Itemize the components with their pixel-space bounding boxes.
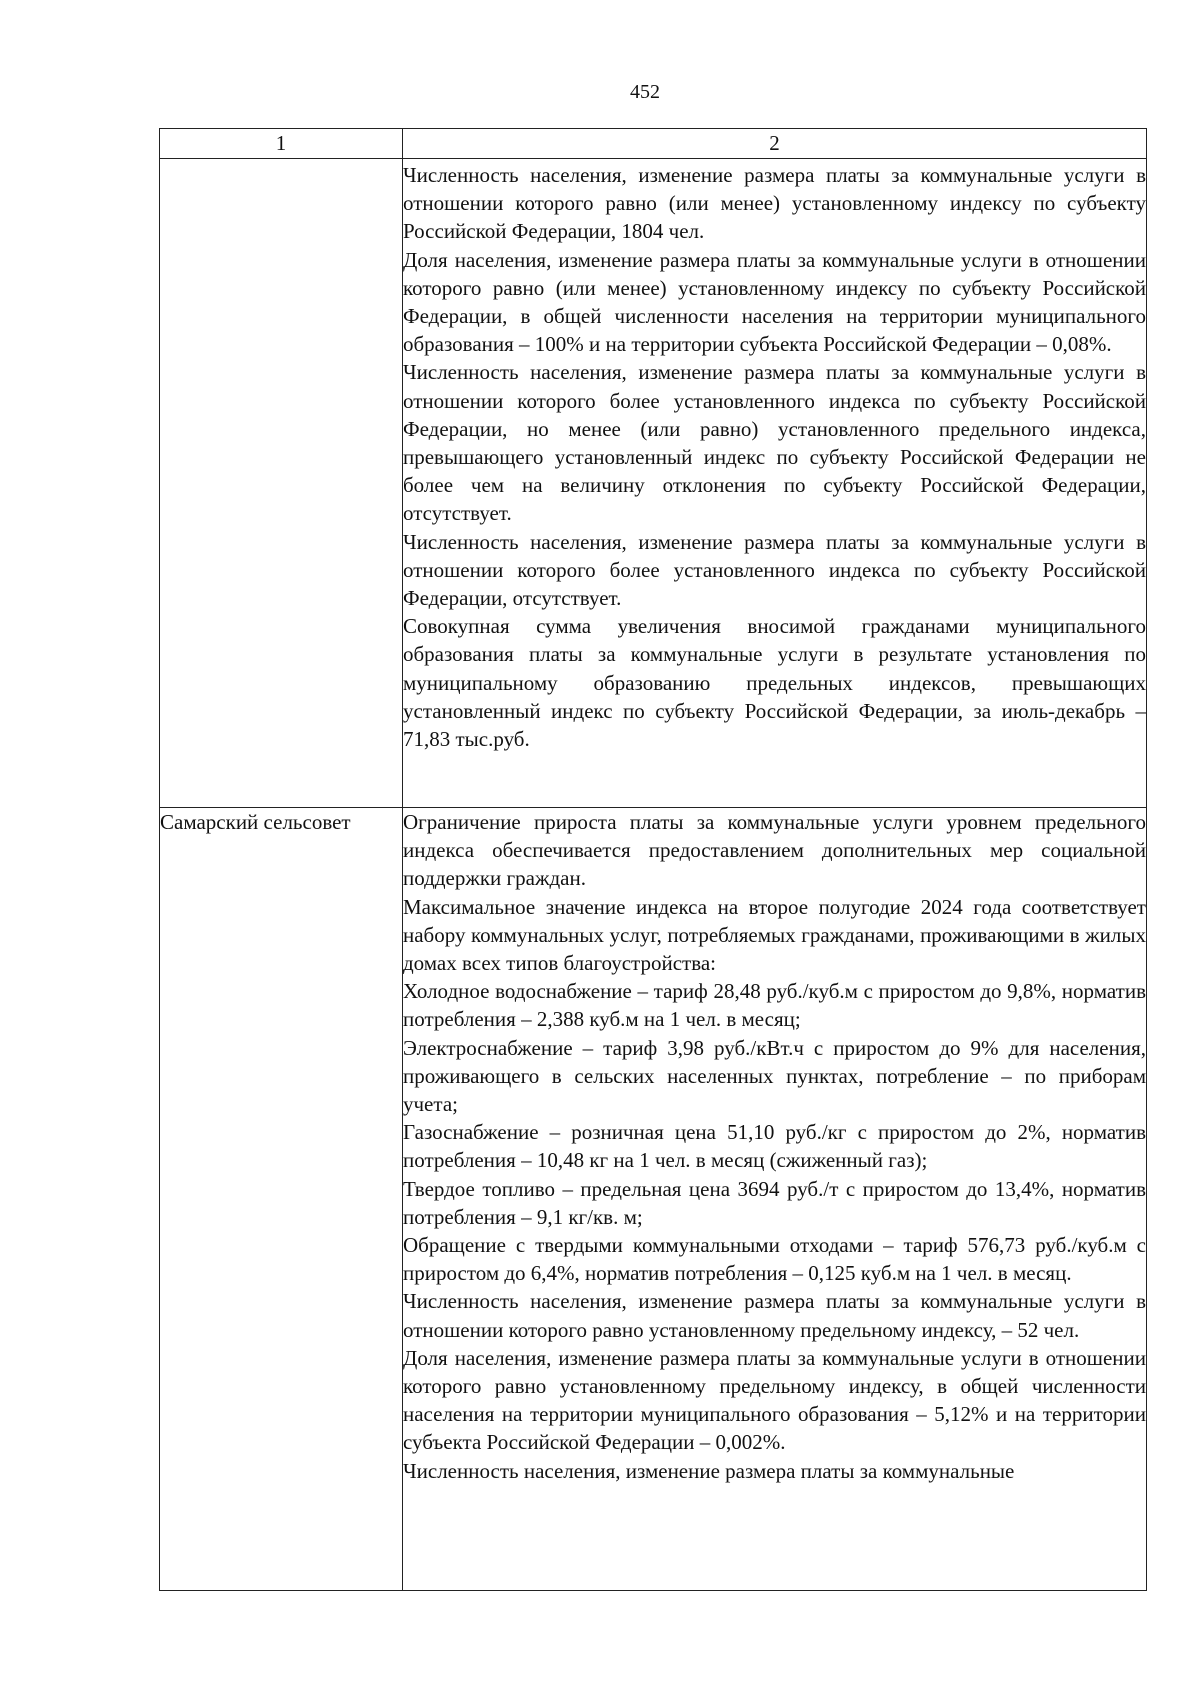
paragraph: Доля населения, изменение размера платы за коммунальные услуги в отношении которого равно установленному предельному индексу, в общей численности населения на территории муниципального образования – 5,12% и на территории субъекта Российской Федерации – 0,002%. bbox=[403, 1345, 1146, 1455]
row-label: Самарский сельсовет bbox=[160, 808, 403, 1591]
table-row bbox=[160, 159, 1147, 808]
paragraph: Численность населения, изменение размера платы за коммунальные услуги в отношении которого более установленного индекса по субъекту Российской Федерации, отсутствует. bbox=[403, 529, 1146, 611]
paragraph: Максимальное значение индекса на второе полугодие 2024 года соответствует набору коммунальных услуг, потребляемых гражданами, проживающими в жилых домах всех типов благоустройства: bbox=[403, 894, 1146, 976]
row-label bbox=[160, 159, 403, 808]
paragraph: Газоснабжение – розничная цена 51,10 руб./кг с приростом до 2%, норматив потребления – 10,48 кг на 1 чел. в месяц (сжиженный газ); bbox=[403, 1120, 1146, 1173]
table-header-row bbox=[160, 129, 1147, 159]
paragraph: Численность населения, изменение размера платы за коммунальные услуги в отношении которого равно установленному предельному индексу, – 52 чел. bbox=[403, 1289, 1146, 1342]
header-col-1: 1 bbox=[160, 129, 403, 159]
paragraph: Обращение с твердыми коммунальными отходами – тариф 576,73 руб./куб.м с приростом до 6,4%, норматив потребления – 0,125 куб.м на 1 чел. в месяц. bbox=[403, 1233, 1146, 1286]
paragraph: Доля населения, изменение размера платы за коммунальные услуги в отношении которого равно (или менее) установленному индексу по субъекту Российской Федерации, в общей численности населения на территории муниципального образования – 100% и на территории субъекта Российской Федерации – 0,08%. bbox=[403, 247, 1146, 357]
table-row bbox=[160, 808, 1147, 1591]
paragraph: Численность населения, изменение размера платы за коммунальные услуги в отношении которого равно (или менее) установленному индексу по субъекту Российской Федерации, 1804 чел. bbox=[403, 163, 1146, 244]
paragraph: Холодное водоснабжение – тариф 28,48 руб./куб.м с приростом до 9,8%, норматив потребления – 2,388 куб.м на 1 чел. в месяц; bbox=[403, 979, 1146, 1032]
page-number: 452 bbox=[630, 81, 660, 103]
paragraph: Ограничение прироста платы за коммунальные услуги уровнем предельного индекса обеспечивается предоставлением дополнительных мер социальной поддержки граждан. bbox=[403, 810, 1146, 891]
paragraph: Численность населения, изменение размера платы за коммунальные bbox=[403, 1458, 1015, 1483]
data-table bbox=[159, 128, 1147, 1591]
paragraph: Твердое топливо – предельная цена 3694 руб./т с приростом до 13,4%, норматив потребления – 9,1 кг/кв. м; bbox=[403, 1176, 1146, 1229]
header-col-2: 2 bbox=[403, 129, 1147, 159]
paragraph: Электроснабжение – тариф 3,98 руб./кВт.ч с приростом до 9% для населения, проживающего в сельских населенных пунктах, потребление – по приборам учета; bbox=[403, 1035, 1146, 1117]
row-content bbox=[403, 159, 1147, 808]
paragraph: Совокупная сумма увеличения вносимой гражданами муниципального образования платы за коммунальные услуги в результате установления по муниципальному образованию предельных индексов, превышающих установленный индекс по субъекту Российской Федерации, за июль-декабрь – 71,83 тыс.руб. bbox=[403, 614, 1146, 752]
row-content bbox=[403, 808, 1147, 1591]
paragraph: Численность населения, изменение размера платы за коммунальные услуги в отношении которого более установленного индекса по субъекту Российской Федерации, но менее (или равно) установленного предельного индекса, превышающего установленный индекс по субъекту Российской Федерации не более чем на величину отклонения по субъекту Российской Федерации, отсутствует. bbox=[403, 360, 1146, 526]
